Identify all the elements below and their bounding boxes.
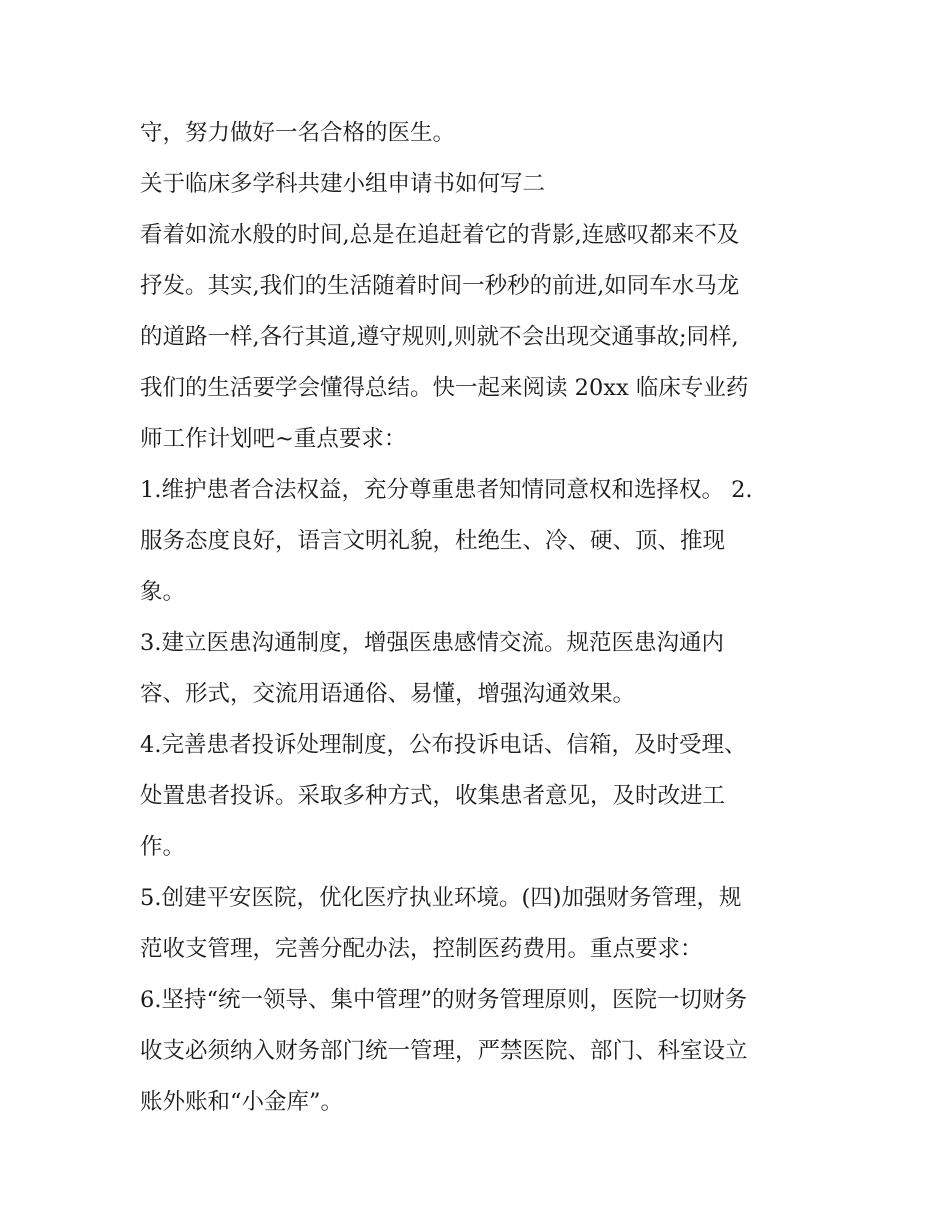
paragraph-intro-ending: 守，努力做好一名合格的医生。 <box>140 120 456 146</box>
list-item-4: 4.完善患者投诉处理制度，公布投诉电话、信箱，及时受理、 处置患者投诉。采取多种方式，收集患者意见，及时改进工 作。 <box>140 732 747 860</box>
section-heading: 关于临床多学科共建小组申请书如何写二 <box>140 171 546 197</box>
paragraph-preface: 看着如流水般的时间,总是在追赶着它的背影,连感叹都来不及 抒发。其实,我们的生活随着时间一秒秒的前进,如同车水马龙 的道路一样,各行其道,遵守规则,则就不会出现交通事故;同样, 我们的生活要学会懂得总结。快一起来阅读 20xx 临床专业药 师工作计划吧~重点要求： <box>140 222 749 452</box>
document-body <box>140 108 820 1128</box>
list-item-3: 3.建立医患沟通制度，增强医患感情交流。规范医患沟通内 容、形式，交流用语通俗、易懂，增强沟通效果。 <box>140 630 724 707</box>
list-item-6: 6.坚持“统一领导、集中管理”的财务管理原则，医院一切财务 收支必须纳入财务部门统一管理，严禁医院、部门、科室设立 账外账和“小金库”。 <box>140 987 748 1115</box>
list-item-5: 5.创建平安医院，优化医疗执业环境。(四)加强财务管理，规 范收支管理，完善分配办法，控制医药费用。重点要求： <box>140 885 742 962</box>
list-item-1: 1.维护患者合法权益，充分尊重患者知情同意权和选择权。 2. 服务态度良好，语言文明礼貌，杜绝生、冷、硬、顶、推现 象。 <box>140 477 753 605</box>
